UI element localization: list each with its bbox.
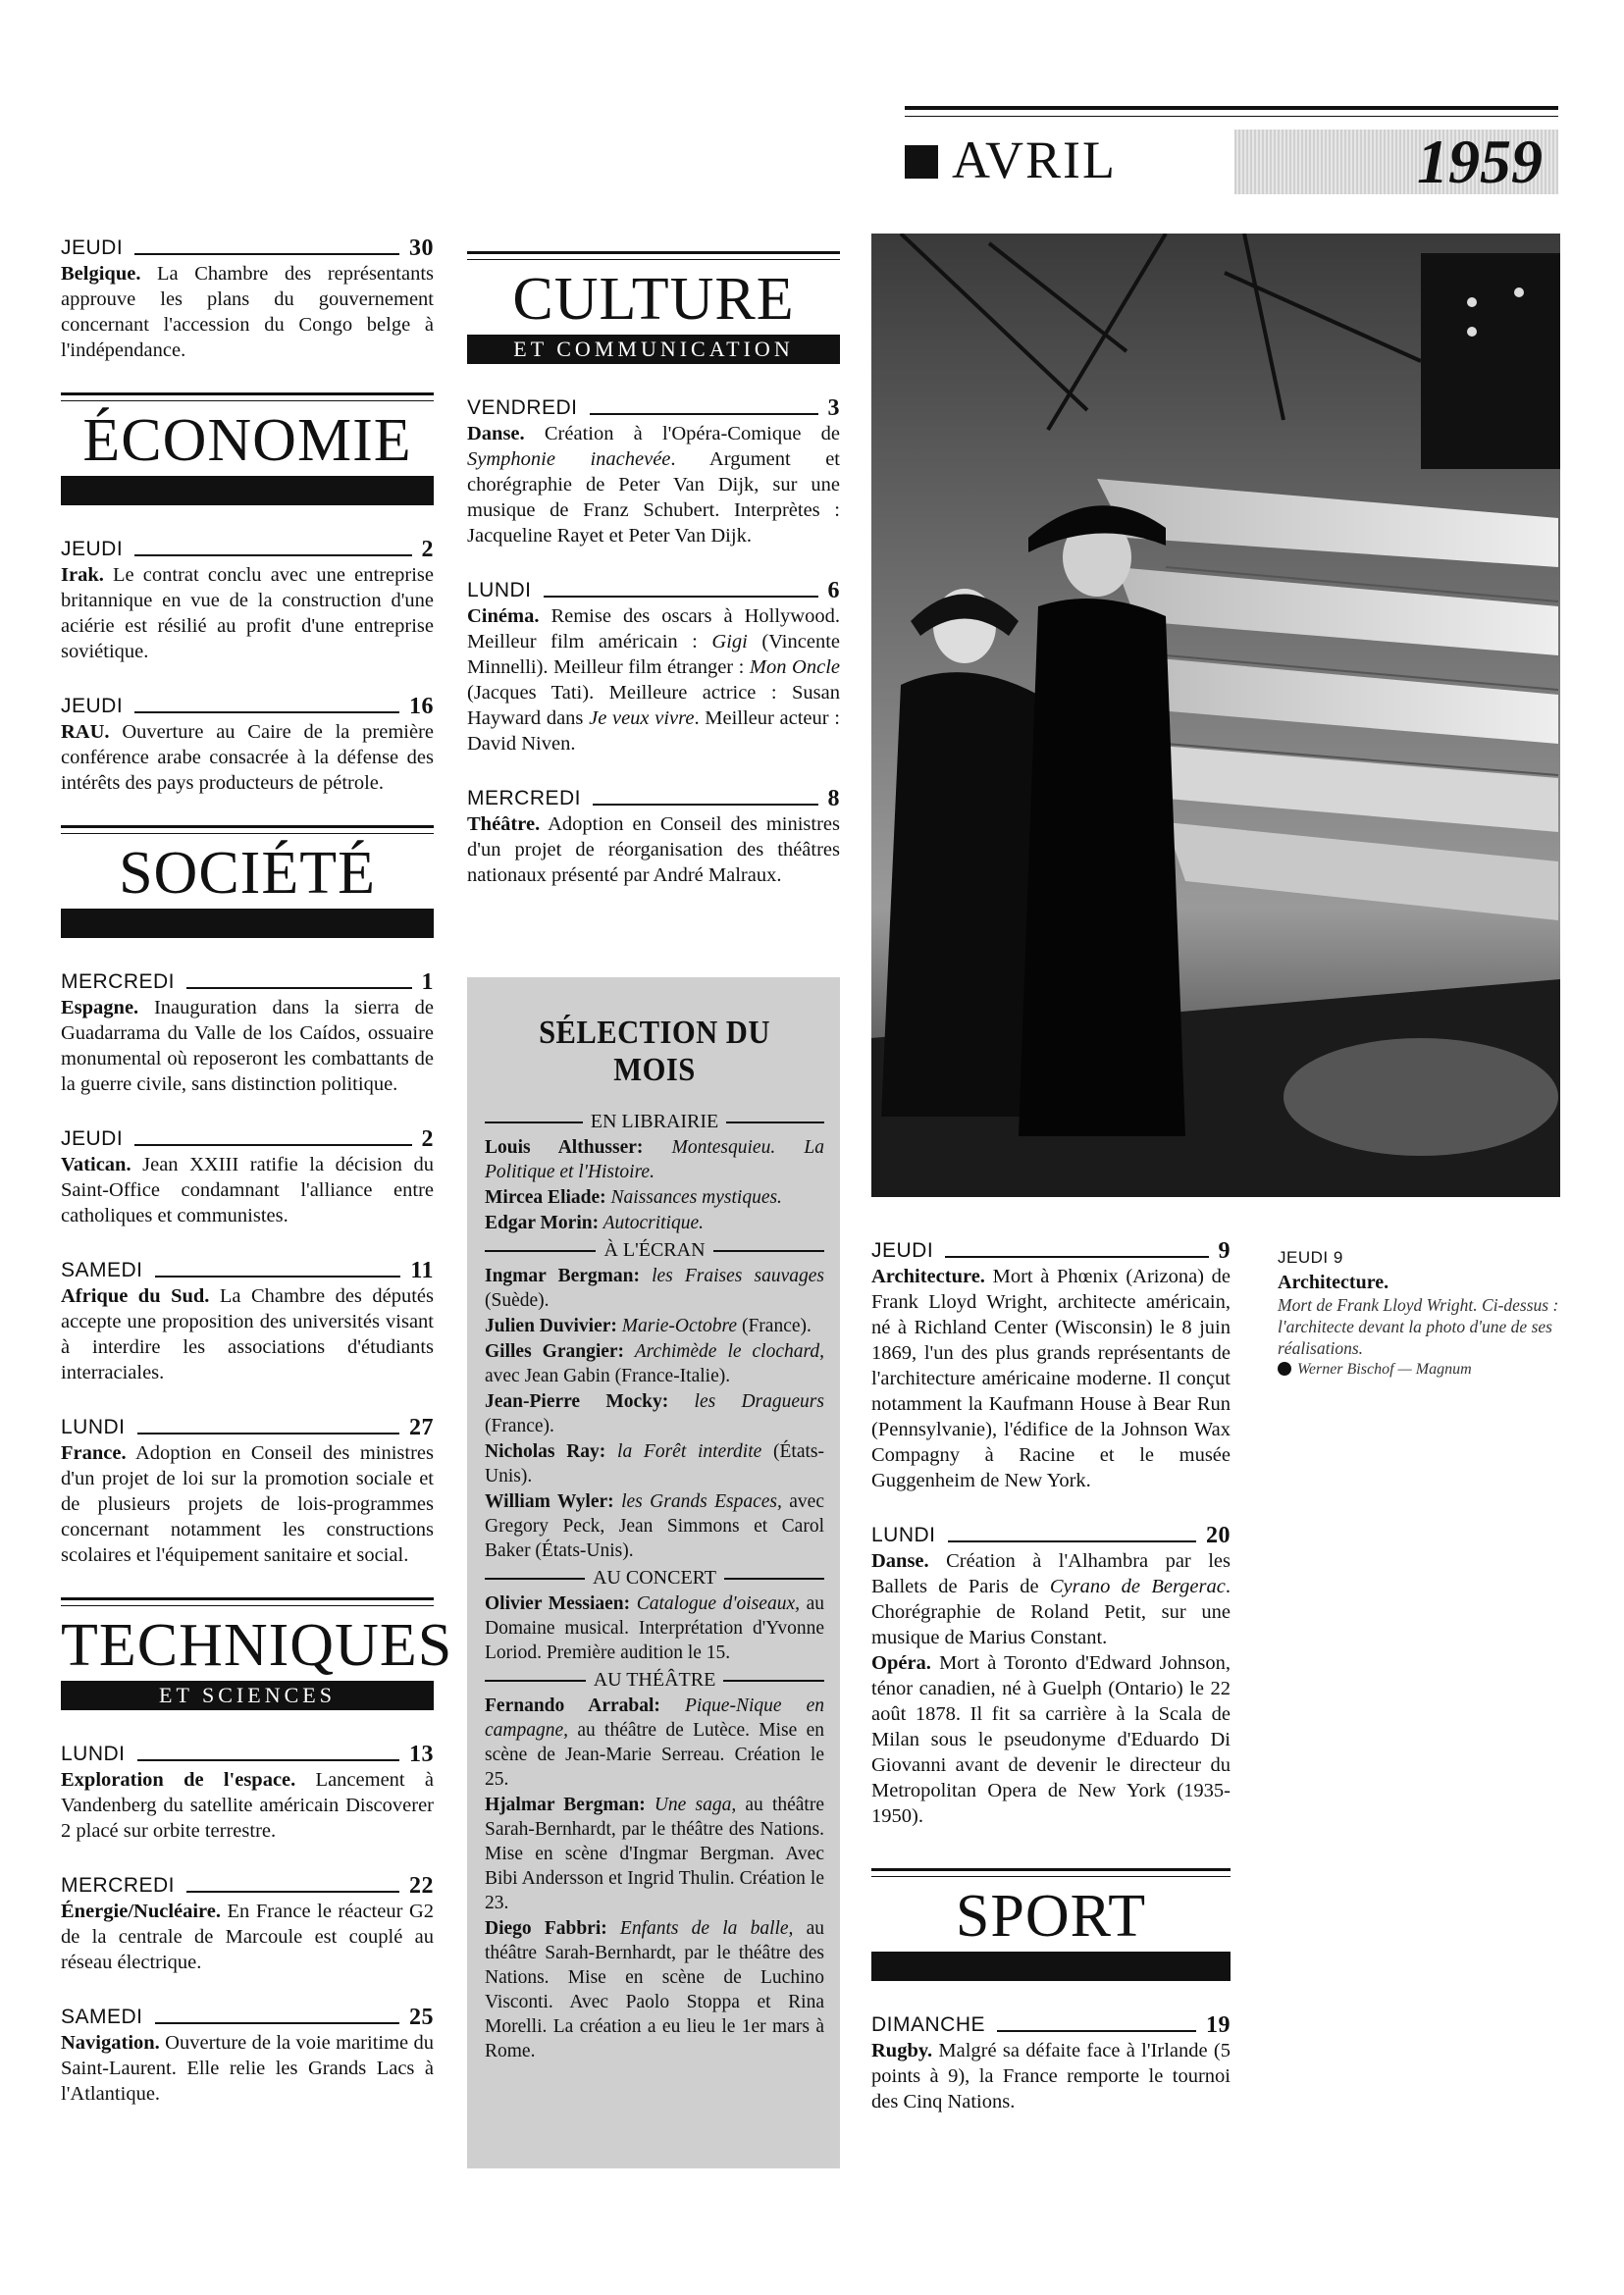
caption-day: JEUDI 9 <box>1278 1248 1343 1267</box>
author: Diego Fabbri: <box>485 1918 607 1939</box>
entry-text: Mort à Phœnix (Arizona) de Frank Lloyd Wright, architecte américain, né à Richland Center (Wisconsin) le 8 juin 1869, l'un des plus grands représentants de l'architecture américaine moderne. Il conçut notamment la Kaufmann House à Bear Run (Pennsylvanie), l'édifice de la Johnson Wax Compagny à Racine et le musée Guggenheim de New York. <box>871 1266 1231 1491</box>
entry <box>61 537 434 664</box>
item-text: au théâtre de Lutèce. Mise en scène de Jean-Marie Serreau. Création le 25. <box>485 1720 824 1790</box>
entry <box>61 694 434 796</box>
work-title: Catalogue d'oiseaux, <box>630 1593 800 1614</box>
entry-day: LUNDI <box>467 579 532 601</box>
entry <box>871 1238 1231 1493</box>
entry-date: 1 <box>421 969 434 995</box>
author: Ingmar Bergman: <box>485 1266 640 1286</box>
author: Hjalmar Bergman: <box>485 1795 646 1815</box>
entry <box>61 1415 434 1568</box>
section-bar <box>61 476 434 505</box>
entry-day: DIMANCHE <box>871 2013 986 2036</box>
author: Gilles Grangier: <box>485 1341 625 1362</box>
entry-date: 16 <box>409 694 434 719</box>
entry-text: Création à l'Alhambra par les Ballets de Paris de <box>871 1550 1231 1597</box>
entry <box>871 1523 1231 1829</box>
selection-heading <box>485 1111 824 1133</box>
selection-heading <box>485 1239 824 1262</box>
selection-item <box>485 1135 824 1184</box>
entry <box>467 578 840 756</box>
header-rule <box>905 106 1558 110</box>
selection-item <box>485 1264 824 1313</box>
section-sport <box>871 1868 1231 1981</box>
entry-category: France. <box>61 1442 127 1464</box>
selection-item <box>485 1314 824 1338</box>
entry-category: Belgique. <box>61 263 141 285</box>
selection-item <box>485 1211 824 1235</box>
section-bar <box>61 909 434 938</box>
entry-day: MERCREDI <box>61 1874 176 1897</box>
entry-day: VENDREDI <box>467 396 578 419</box>
entry-day: JEUDI <box>61 1127 124 1150</box>
entry-category: Rugby. <box>871 2040 933 2061</box>
entry-date: 11 <box>410 1258 434 1283</box>
author: Fernando Arrabal: <box>485 1695 660 1716</box>
item-text: (France). <box>485 1416 554 1436</box>
credit-dot-icon <box>1278 1362 1291 1376</box>
month-title: AVRIL <box>952 130 1118 189</box>
entry <box>467 395 840 548</box>
author: Jean-Pierre Mocky: <box>485 1391 669 1412</box>
author: Olivier Messiaen: <box>485 1593 631 1614</box>
entry-date: 2 <box>421 1126 434 1152</box>
selection-item <box>485 1185 824 1210</box>
entry <box>61 1873 434 1975</box>
entry <box>61 1126 434 1228</box>
work-title: la Forêt interdite <box>605 1441 762 1462</box>
work-title: Autocritique. <box>599 1213 704 1233</box>
entry-category: RAU. <box>61 721 110 743</box>
entry-date: 20 <box>1206 1523 1231 1548</box>
section-subtitle: ET SCIENCES <box>61 1681 434 1710</box>
entry <box>61 235 434 363</box>
entry-day: JEUDI <box>871 1239 934 1262</box>
author: Edgar Morin: <box>485 1213 600 1233</box>
entry-date: 9 <box>1218 1238 1231 1264</box>
entry-day: JEUDI <box>61 236 124 259</box>
work-title: Marie-Octobre <box>616 1316 738 1336</box>
work-title: Cyrano de Bergerac <box>1049 1576 1226 1597</box>
selection-item <box>485 1694 824 1792</box>
entry <box>871 2012 1231 2114</box>
entry-category: Vatican. <box>61 1154 131 1175</box>
entry-text: Malgré sa défaite face à l'Irlande (5 points à 9), la France remporte le tournoi des Cinq Nations. <box>871 2040 1231 2112</box>
entry-text: Inauguration dans la sierra de Guadarrama du Valle de los Caídos, ossuaire monumental où reposeront les combattants de la guerre civile, sans distinction politique. <box>61 997 434 1095</box>
entry-category: Danse. <box>467 423 525 444</box>
entry-text: Lancement à Vandenberg du satellite américain Discoverer 2 placé sur orbite terrestre. <box>61 1769 434 1842</box>
selection-heading <box>485 1669 824 1692</box>
work-title: Une saga, <box>645 1795 737 1815</box>
entry <box>467 786 840 888</box>
section-bar <box>871 1952 1231 1981</box>
selection-item <box>485 1439 824 1488</box>
entry-text: Le contrat conclu avec une entreprise britannique en vue de la construction d'une aciérie est résilié au profit d'une entreprise soviétique. <box>61 564 434 662</box>
entry-text: (Jacques Tati). Meilleure actrice : Susan Hayward dans <box>467 682 840 729</box>
header-rule-thin <box>905 116 1558 117</box>
photo-frank-lloyd-wright <box>871 234 1560 1197</box>
column-1 <box>61 235 453 2136</box>
work-title: les Grands Espaces, <box>613 1491 782 1512</box>
entry-text: . Chorégraphie de Roland Petit, sur une musique de Marius Constant. <box>871 1576 1231 1648</box>
item-text: au théâtre Sarah-Bernhardt, par le théâtre des Nations. Mise en scène de Luchino Visconti. Avec Paolo Stoppa et Rina Morelli. La création a eu lieu le 1er mars à Rome. <box>485 1918 825 2061</box>
entry-date: 27 <box>409 1415 434 1440</box>
work-title: Enfants de la balle, <box>606 1918 794 1939</box>
item-text: (Suède). <box>485 1290 550 1311</box>
selection-item <box>485 1916 824 2063</box>
section-culture <box>467 251 840 364</box>
item-text: au Domaine musical. Interprétation d'Yvonne Loriod. Première audition le 15. <box>485 1593 825 1663</box>
header-square-icon <box>905 145 938 179</box>
entry-date: 30 <box>409 235 434 261</box>
item-text: avec Gregory Peck, Jean Simmons et Carol Baker (États-Unis). <box>485 1491 824 1561</box>
column-3 <box>871 1238 1231 2144</box>
item-text: avec Jean Gabin (France-Italie). <box>485 1366 731 1386</box>
entry-text: . Meilleur acteur : David Niven. <box>467 707 840 755</box>
entry-date: 25 <box>409 2005 434 2030</box>
work-title: Archimède le clochard, <box>624 1341 824 1362</box>
entry-category: Théâtre. <box>467 813 541 835</box>
entry-day: SAMEDI <box>61 1259 143 1281</box>
entry-text: Remise des oscars à Hollywood. Meilleur film américain : <box>467 605 840 652</box>
item-text: (États-Unis). <box>485 1441 824 1487</box>
entry-text: . Argument et chorégraphie de Peter Van Dijk, sur une musique de Franz Schubert. Interprètes : Jacqueline Rayet et Peter Van Dijk. <box>467 448 841 547</box>
section-title: TECHNIQUES <box>61 1612 453 1679</box>
item-text: au théâtre Sarah-Bernhardt, par le théâtre des Nations. Mise en scène d'Ingmar Bergman. Avec Bibi Andersson et Ingrid Thulin. Création le 23. <box>485 1795 824 1913</box>
section-techniques <box>61 1597 453 1710</box>
entry-text: Adoption en Conseil des ministres d'un projet de loi sur la promotion sociale et de plusieurs projets de lois-programmes concernant notamment les constructions scolaires et l'équipement sanitaire et social. <box>61 1442 434 1566</box>
heading-label: AU THÉÂTRE <box>593 1669 716 1691</box>
entry-day: MERCREDI <box>467 787 582 809</box>
heading-label: À L'ÉCRAN <box>603 1239 706 1261</box>
section-title: ÉCONOMIE <box>82 407 412 474</box>
photo-credit <box>1278 1361 1572 1379</box>
entry-category: Architecture. <box>871 1266 985 1287</box>
selection-item <box>485 1591 824 1665</box>
caption-text: Mort de Frank Lloyd Wright. Ci-dessus : l'architecte devant la photo d'une de ses réalisations. <box>1278 1295 1559 1358</box>
section-economie <box>61 392 434 505</box>
selection-heading <box>485 1567 824 1590</box>
entry-category: Danse. <box>871 1550 929 1572</box>
entry-date: 19 <box>1206 2012 1231 2038</box>
selection-item <box>485 1489 824 1563</box>
entry-category: Espagne. <box>61 997 139 1018</box>
heading-label: AU CONCERT <box>592 1567 717 1589</box>
credit-text: Werner Bischof — Magnum <box>1297 1361 1472 1378</box>
author: Mircea Eliade: <box>485 1187 606 1208</box>
work-title: Je veux vivre <box>589 707 695 729</box>
entry-day: MERCREDI <box>61 970 176 993</box>
entry-text: Adoption en Conseil des ministres d'un projet de réorganisation des théâtres nationaux présenté par André Malraux. <box>467 813 840 886</box>
entry-date: 6 <box>827 578 840 603</box>
entry-text: Jean XXIII ratifie la décision du Saint-Office condamnant l'alliance entre catholiques et communistes. <box>61 1154 434 1226</box>
author: Louis Althusser: <box>485 1137 644 1158</box>
entry-text: En France le réacteur G2 de la centrale de Marcoule est couplé au réseau électrique. <box>61 1901 434 1973</box>
entry-day: LUNDI <box>871 1524 936 1546</box>
entry-date: 3 <box>827 395 840 421</box>
work-title: Gigi <box>711 631 748 652</box>
entry-category: Afrique du Sud. <box>61 1285 210 1307</box>
entry-text: La Chambre des députés accepte une proposition des universités visant à interdire les associations d'étudiants interraciales. <box>61 1285 434 1383</box>
work-title: les Fraises sauvages <box>640 1266 824 1286</box>
entry-category: Cinéma. <box>467 605 540 627</box>
entry-text: Ouverture de la voie maritime du Saint-Laurent. Elle relie les Grands Lacs à l'Atlantique. <box>61 2032 434 2105</box>
entry-date: 13 <box>409 1742 434 1767</box>
work-title: Montesquieu. La Politique et l'Histoire. <box>485 1137 824 1182</box>
item-text: (France). <box>737 1316 812 1336</box>
section-title: SOCIÉTÉ <box>119 840 376 907</box>
entry-date: 22 <box>409 1873 434 1899</box>
selection-box <box>467 977 840 2168</box>
caption-title: Architecture. <box>1278 1272 1389 1293</box>
column-2 <box>467 235 840 917</box>
entry-date: 2 <box>421 537 434 562</box>
selection-title: SÉLECTION DU MOIS <box>539 1015 770 1088</box>
entry-text: Mort à Toronto d'Edward Johnson, ténor canadien, né à Guelph (Ontario) le 22 août 1878. Il fit sa carrière à la Scala de Milan sous le pseudonyme d'Eduardo Di Giovanni avant de devenir le directeur du Metropolitan Opera de New York (1935-1950). <box>871 1652 1231 1827</box>
selection-item <box>485 1389 824 1438</box>
year-box <box>1234 127 1558 196</box>
entry-text: Ouverture au Caire de la première conférence arabe consacrée à la défense des intérêts des pays producteurs de pétrole. <box>61 721 434 794</box>
work-title: Pique-Nique en campagne, <box>485 1695 824 1741</box>
entry <box>61 1742 434 1844</box>
entry-text: Création à l'Opéra-Comique de <box>524 423 840 444</box>
section-title: CULTURE <box>512 266 795 333</box>
entry-text: (Vincente Minnelli). Meilleur film étranger : <box>467 631 841 678</box>
selection-item <box>485 1793 824 1915</box>
work-title: Naissances mystiques. <box>605 1187 782 1208</box>
author: William Wyler: <box>485 1491 614 1512</box>
entry-day: LUNDI <box>61 1416 126 1438</box>
entry-category: Opéra. <box>871 1652 931 1674</box>
page-header <box>905 106 1558 196</box>
year-title: 1959 <box>1417 127 1543 196</box>
entry <box>61 1258 434 1385</box>
work-title: les Dragueurs <box>668 1391 824 1412</box>
entry-category: Exploration de l'espace. <box>61 1769 296 1791</box>
heading-label: EN LIBRAIRIE <box>590 1111 719 1132</box>
entry-day: JEUDI <box>61 538 124 560</box>
entry <box>61 2005 434 2107</box>
entry-date: 8 <box>827 786 840 811</box>
author: Julien Duvivier: <box>485 1316 617 1336</box>
entry-category: Navigation. <box>61 2032 160 2054</box>
photo-caption <box>1278 1248 1572 1379</box>
author: Nicholas Ray: <box>485 1441 606 1462</box>
entry-category: Irak. <box>61 564 104 586</box>
entry-day: LUNDI <box>61 1743 126 1765</box>
entry-day: SAMEDI <box>61 2006 143 2028</box>
entry <box>61 969 434 1097</box>
entry-day: JEUDI <box>61 695 124 717</box>
section-title: SPORT <box>955 1883 1147 1950</box>
work-title: Mon Oncle <box>749 656 840 678</box>
section-subtitle: ET COMMUNICATION <box>467 335 840 364</box>
selection-item <box>485 1339 824 1388</box>
entry-category: Énergie/Nucléaire. <box>61 1901 222 1922</box>
entry-text: La Chambre des représentants approuve les plans du gouvernement concernant l'accession du Congo belge à l'indépendance. <box>61 263 434 361</box>
work-title: Symphonie inachevée <box>467 448 671 470</box>
section-societe <box>61 825 434 938</box>
